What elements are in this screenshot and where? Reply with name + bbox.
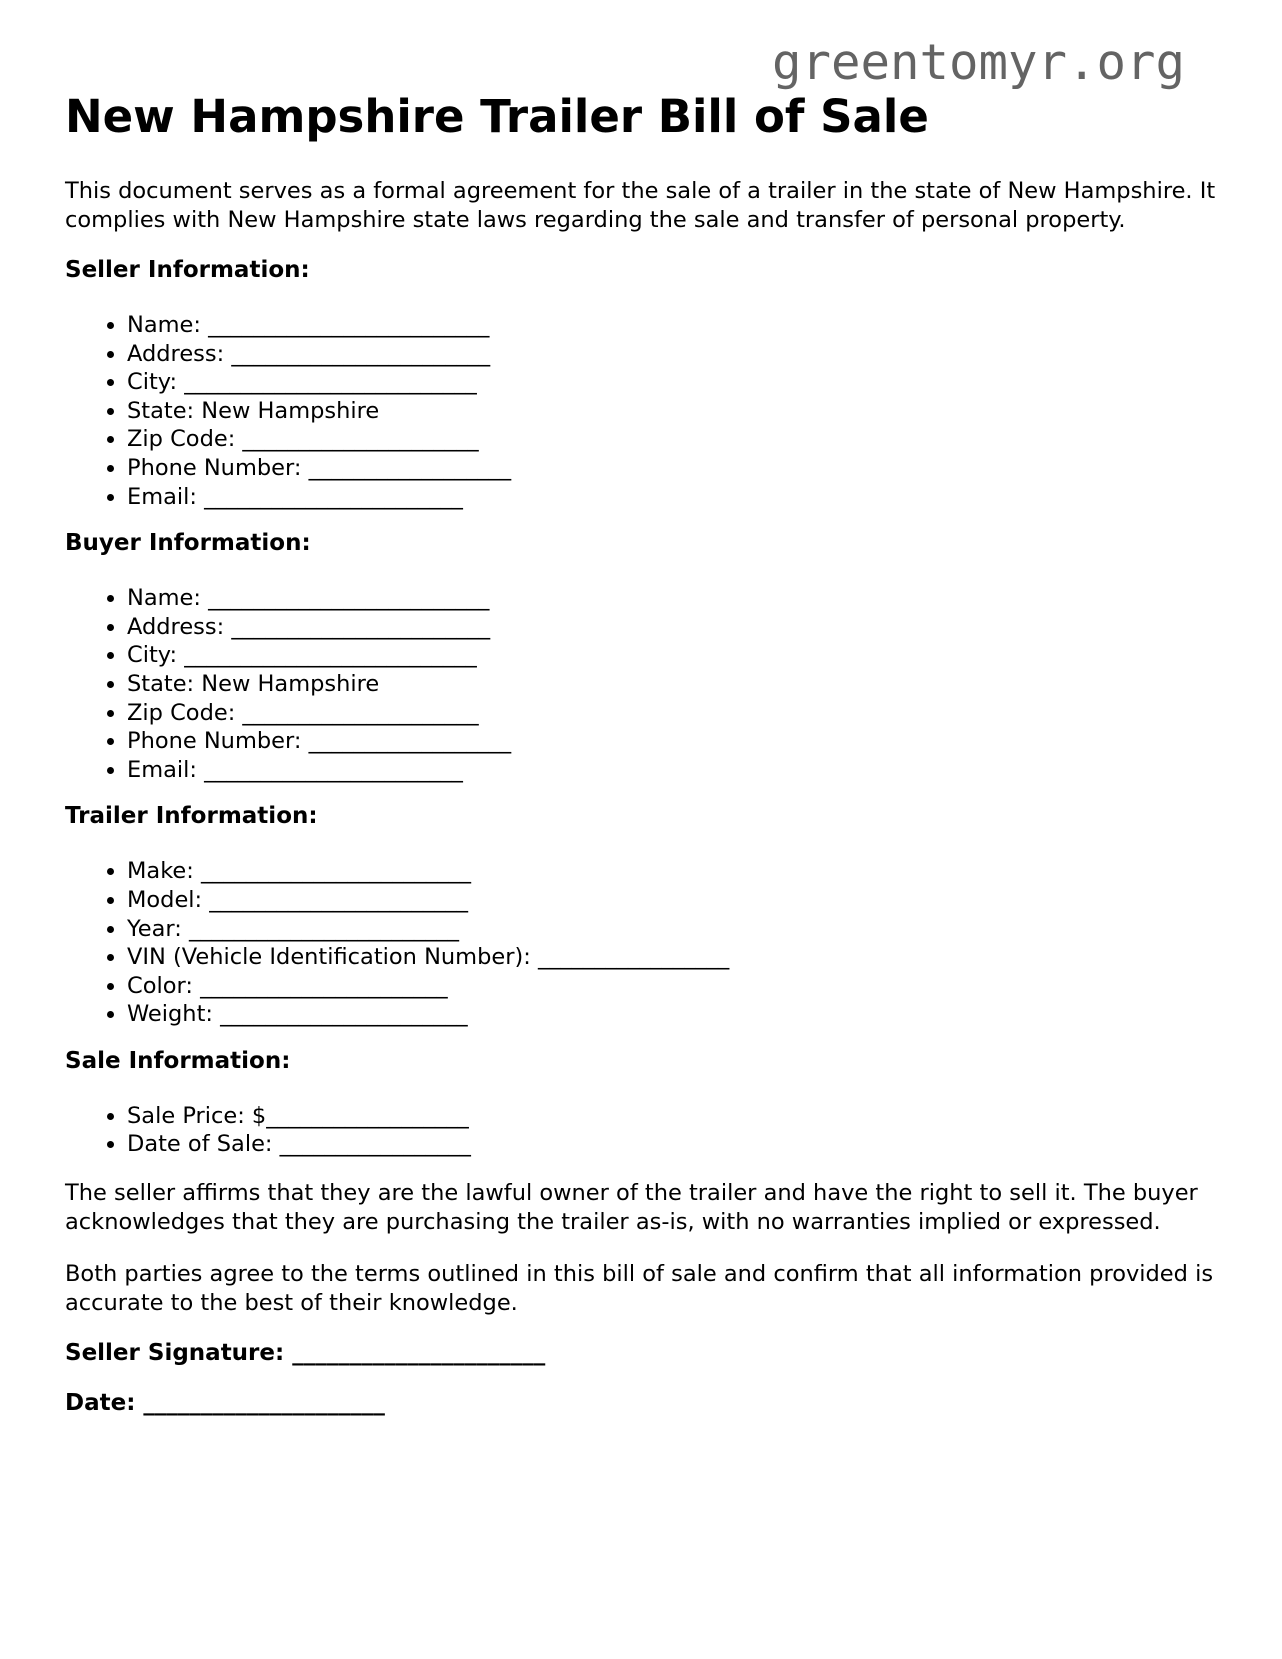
list-item: • Phone Number: __________________: [127, 454, 1217, 483]
intro-paragraph: This document serves as a formal agreement for the sale of a trailer in the state of New Hampshire. It complies with New Hampshire state laws regarding the sale and transfer of personal property.: [65, 178, 1216, 233]
list-item: • Email: _______________________: [127, 756, 1217, 785]
buyer-info-list: [65, 584, 1217, 784]
trailer-section-heading: Trailer Information:: [65, 803, 318, 830]
list-item: • State: New Hampshire: [127, 670, 1217, 699]
watermark-text: greentomyr.org: [771, 34, 1185, 91]
list-item: • Sale Price: $__________________: [127, 1102, 1217, 1131]
list-item: • Name: _________________________: [127, 311, 1217, 340]
sale-info-list: [65, 1102, 1217, 1159]
list-item: • Year: ________________________: [127, 915, 1217, 944]
list-item: • Name: _________________________: [127, 584, 1217, 613]
list-item: • Address: _______________________: [127, 340, 1217, 369]
page-title: New Hampshire Trailer Bill of Sale: [65, 90, 929, 143]
list-item: • State: New Hampshire: [127, 397, 1217, 426]
seller-info-list: [65, 311, 1217, 511]
list-item: • Phone Number: __________________: [127, 727, 1217, 756]
list-item: • Color: ______________________: [127, 972, 1217, 1001]
sale-section-heading: Sale Information:: [65, 1047, 291, 1074]
list-item: • Address: _______________________: [127, 613, 1217, 642]
list-item: • City: __________________________: [127, 368, 1217, 397]
buyer-section-heading: Buyer Information:: [65, 530, 311, 557]
list-item: • VIN (Vehicle Identification Number): _________________: [127, 943, 1217, 972]
list-item: • Model: _______________________: [127, 886, 1217, 915]
seller-section-heading: Seller Information:: [65, 257, 310, 283]
affirmation-paragraph: The seller affirms that they are the lawful owner of the trailer and have the right to sell it. The buyer acknowledges that they are purchasing the trailer as-is, with no warranties implied or expressed.: [65, 1180, 1198, 1236]
date-blank: _____________________: [143, 1390, 385, 1417]
seller-signature-label: Seller Signature:: [65, 1340, 285, 1367]
agreement-paragraph: Both parties agree to the terms outlined in this bill of sale and confirm that all information provided is accurate to the best of their knowledge.: [65, 1261, 1214, 1317]
date-label: Date:: [65, 1390, 136, 1417]
list-item: • Date of Sale: _________________: [127, 1130, 1217, 1159]
date-line: [65, 1391, 1217, 1416]
seller-signature-blank: ______________________: [292, 1340, 546, 1367]
trailer-info-list: [65, 857, 1217, 1029]
list-item: • Zip Code: _____________________: [127, 425, 1217, 454]
list-item: • Email: _______________________: [127, 483, 1217, 512]
seller-signature-line: [65, 1341, 1217, 1366]
list-item: • City: __________________________: [127, 641, 1217, 670]
list-item: • Zip Code: _____________________: [127, 699, 1217, 728]
list-item: • Make: ________________________: [127, 857, 1217, 886]
list-item: • Weight: ______________________: [127, 1000, 1217, 1029]
